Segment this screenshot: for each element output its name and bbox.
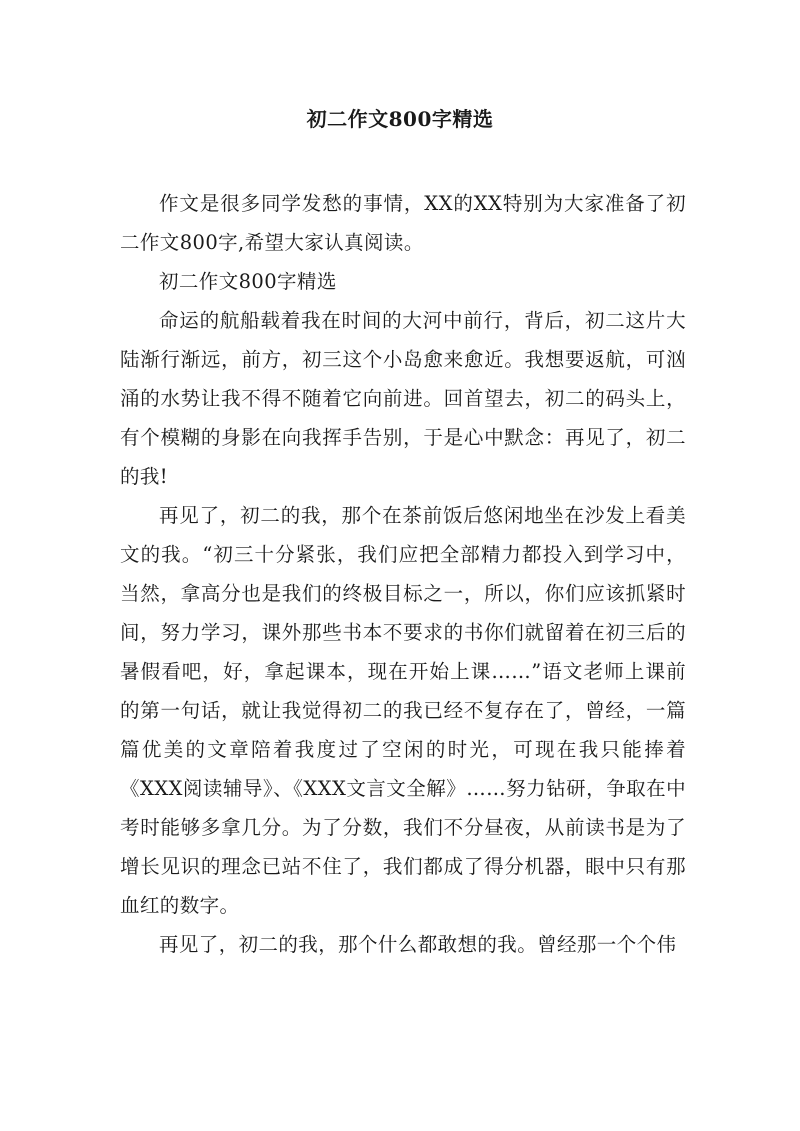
intro-paragraph: 作文是很多同学发愁的事情，XX的XX特别为大家准备了初二作文800字,希望大家认真阅读。 [120, 192, 686, 254]
body-paragraph: 命运的航船载着我在时间的大河中前行，背后，初二这片大陆渐行渐远，前方，初三这个小岛愈来愈近。我想要返航，可汹涌的水势让我不得不随着它向前进。回首望去，初二的码头上，有个模糊的身影在向我挥手告别，于是心中默念：再见了，初二的我! [120, 309, 686, 488]
body-paragraph: 再见了，初二的我，那个什么都敢想的我。曾经那一个个伟 [159, 933, 677, 956]
document-body [120, 184, 686, 964]
body-paragraph: 再见了，初二的我，那个在茶前饭后悠闲地坐在沙发上看美文的我。“初三十分紧张，我们应把全部精力都投入到学习中，当然，拿高分也是我们的终极目标之一，所以，你们应该抓紧时间，努力学习，课外那些书本不要求的书你们就留着在初三后的暑假看吧，好，拿起课本，现在开始上课……”语文老师上课前的第一句话，就让我觉得初二的我已经不复存在了，曾经，一篇篇优美的文章陪着我度过了空闲的时光，可现在我只能捧着《XXX阅读辅导》、《XXX文言文全解》……努力钻研，争取在中考时能够多拿几分。为了分数，我们不分昼夜，从前读书是为了增长见识的理念已站不住了，我们都成了得分机器，眼中只有那血红的数字。 [120, 504, 686, 917]
section-heading: 初二作文800字精选 [159, 270, 337, 293]
document-title: 初二作文800字精选 [306, 107, 494, 131]
